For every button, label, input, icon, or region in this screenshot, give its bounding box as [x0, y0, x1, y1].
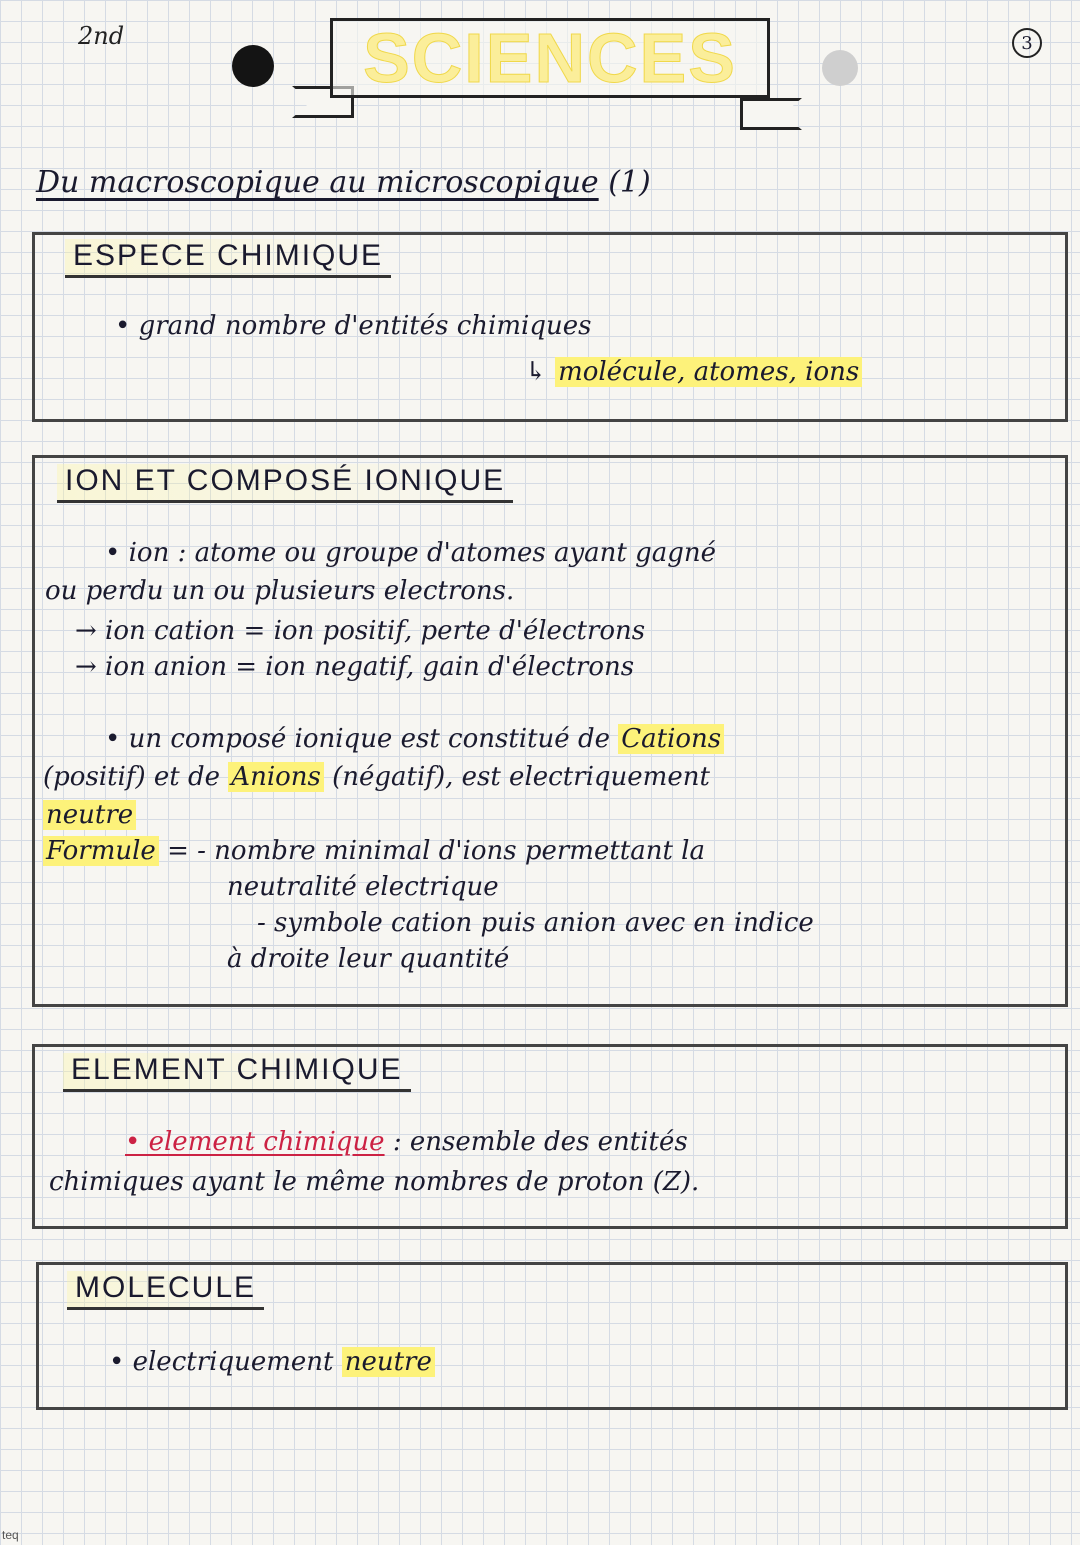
ion-line-2: ou perdu un ou plusieurs electrons.	[45, 576, 515, 606]
main-title-text: Du macroscopique au microscopique	[36, 165, 599, 200]
section-title-ion: ION ET COMPOSÉ IONIQUE	[57, 464, 513, 503]
section-molecule	[36, 1262, 1068, 1410]
section-element-chimique	[32, 1044, 1068, 1229]
page-number: 3	[1012, 28, 1042, 58]
title-banner	[330, 18, 770, 98]
ion-line-8-text: = - nombre minimal d'ions permettant la	[158, 836, 706, 866]
ion-line-6-text-c: (négatif), est electriquement	[323, 762, 710, 792]
espece-line-2	[525, 357, 862, 387]
ion-line-anion: → ion anion = ion negatif, gain d'électrons	[75, 652, 635, 682]
formule-highlight: Formule	[43, 836, 159, 866]
ion-line-5	[105, 724, 724, 754]
corner-text: teq	[2, 1528, 19, 1542]
element-line-1	[125, 1127, 688, 1157]
main-title	[36, 165, 651, 200]
ion-line-5-text: • un composé ionique est constitué de	[105, 724, 619, 754]
element-line-1-text: : ensemble des entités	[384, 1127, 688, 1157]
main-title-part: (1)	[608, 165, 651, 200]
section-ion-compose-ionique	[32, 455, 1068, 1007]
section-title-espece: ESPECE CHIMIQUE	[65, 239, 391, 278]
molecule-line-1-text: • electriquement	[109, 1347, 342, 1377]
ion-line-11: à droite leur quantité	[227, 944, 510, 974]
section-espece-chimique	[32, 232, 1068, 422]
section-title-molecule: MOLECULE	[67, 1271, 264, 1310]
ion-line-cation: → ion cation = ion positif, perte d'électrons	[75, 616, 646, 646]
ion-line-6	[43, 762, 710, 792]
black-dot-decoration	[232, 45, 274, 87]
arrow-icon: ↳	[525, 357, 547, 387]
cations-highlight: Cations	[618, 724, 724, 754]
ion-line-7	[43, 800, 136, 830]
ion-line-9: neutralité electrique	[227, 872, 499, 902]
section-title-element: ELEMENT CHIMIQUE	[63, 1053, 411, 1092]
molecule-neutre-highlight: neutre	[342, 1347, 435, 1377]
espece-highlight: molécule, atomes, ions	[555, 357, 862, 387]
ion-line-1: • ion : atome ou groupe d'atomes ayant gagné	[105, 538, 717, 568]
ion-line-10: - symbole cation puis anion avec en indice	[257, 908, 814, 938]
banner-ribbon-right	[740, 98, 802, 130]
grey-dot-decoration	[822, 50, 858, 86]
ion-line-6-text-a: (positif) et de	[43, 762, 229, 792]
espece-line-1: • grand nombre d'entités chimiques	[115, 311, 592, 341]
ion-line-8	[43, 836, 705, 866]
grade-label: 2nd	[78, 22, 125, 50]
neutre-highlight: neutre	[43, 800, 136, 830]
banner-title: SCIENCES	[363, 19, 737, 97]
molecule-line-1	[109, 1347, 435, 1377]
element-line-2: chimiques ayant le même nombres de proton (Z).	[49, 1167, 700, 1197]
element-term: • element chimique	[125, 1127, 385, 1157]
anions-highlight: Anions	[228, 762, 324, 792]
